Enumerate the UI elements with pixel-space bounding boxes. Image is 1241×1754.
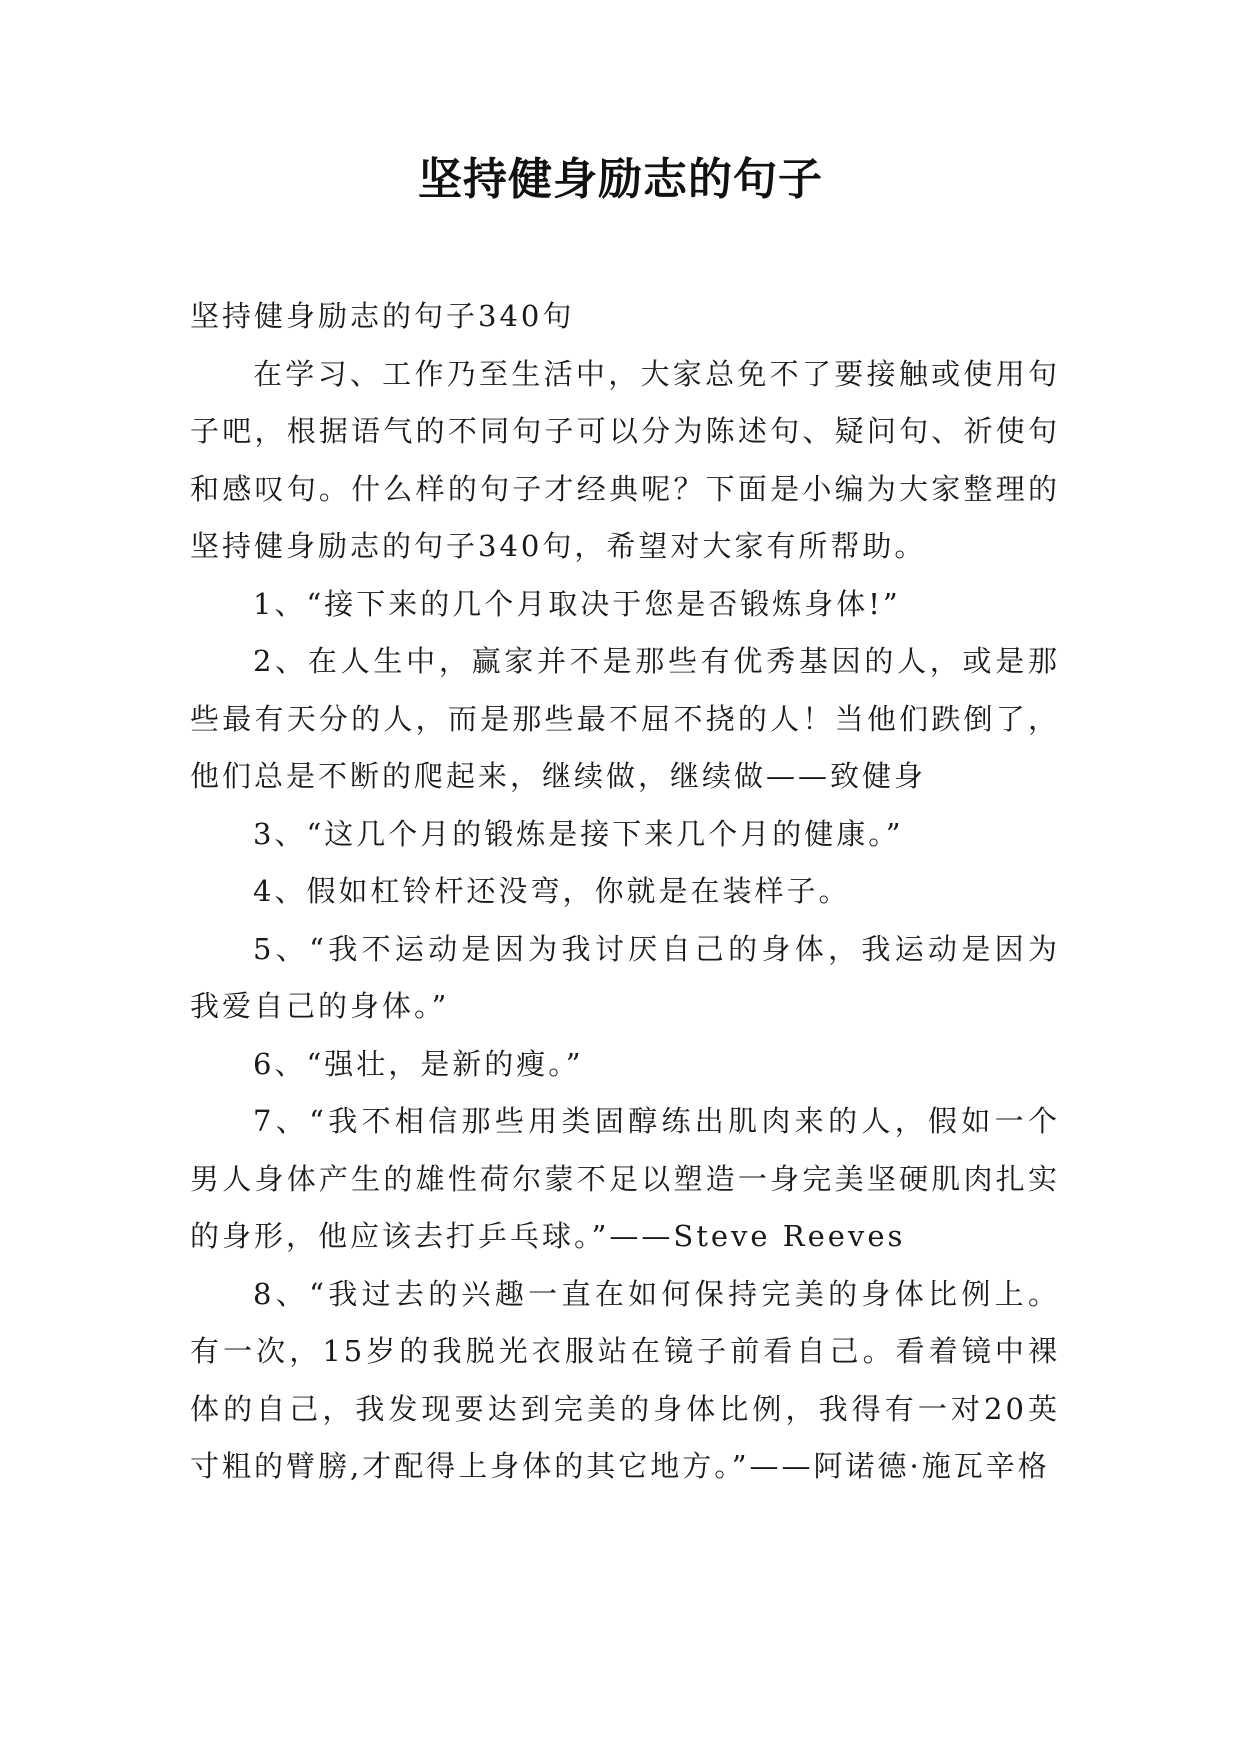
quote-item-2: 2、在人生中，赢家并不是那些有优秀基因的人，或是那些最有天分的人，而是那些最不屈不挠的人！当他们跌倒了，他们总是不断的爬起来，继续做，继续做——致健身 <box>190 644 1060 793</box>
quote-item-8: 8、“我过去的兴趣一直在如何保持完美的身体比例上。有一次，15岁的我脱光衣服站在镜子前看自己。看着镜中裸体的自己，我发现要达到完美的身体比例，我得有一对20英寸粗的臂膀,才配得上身体的其它地方。”——阿诺德·施瓦辛格 <box>190 1276 1060 1483</box>
intro-paragraph: 在学习、工作乃至生活中，大家总免不了要接触或使用句子吧，根据语气的不同句子可以分为陈述句、疑问句、祈使句和感叹句。什么样的句子才经典呢？下面是小编为大家整理的坚持健身励志的句子340句，希望对大家有所帮助。 <box>190 356 1060 563</box>
quote-item-3: 3、“这几个月的锻炼是接下来几个月的健康。” <box>253 816 904 851</box>
document-body <box>190 288 1060 1496</box>
quote-item-5: 5、“我不运动是因为我讨厌自己的身体，我运动是因为我爱自己的身体。” <box>190 931 1060 1023</box>
quote-item-7: 7、“我不相信那些用类固醇练出肌肉来的人，假如一个男人身体产生的雄性荷尔蒙不足以塑造一身完美坚硬肌肉扎实的身形，他应该去打乒乓球。”——Steve Reeves <box>190 1104 1060 1253</box>
quote-item-6: 6、“强壮，是新的瘦。” <box>253 1046 584 1081</box>
quote-item-4: 4、假如杠铃杆还没弯，你就是在装样子。 <box>253 874 851 908</box>
document-title: 坚持健身励志的句子 <box>418 154 823 205</box>
document-subtitle: 坚持健身励志的句子340句 <box>190 299 575 333</box>
quote-item-1: 1、“接下来的几个月取决于您是否锻炼身体!” <box>253 586 901 621</box>
